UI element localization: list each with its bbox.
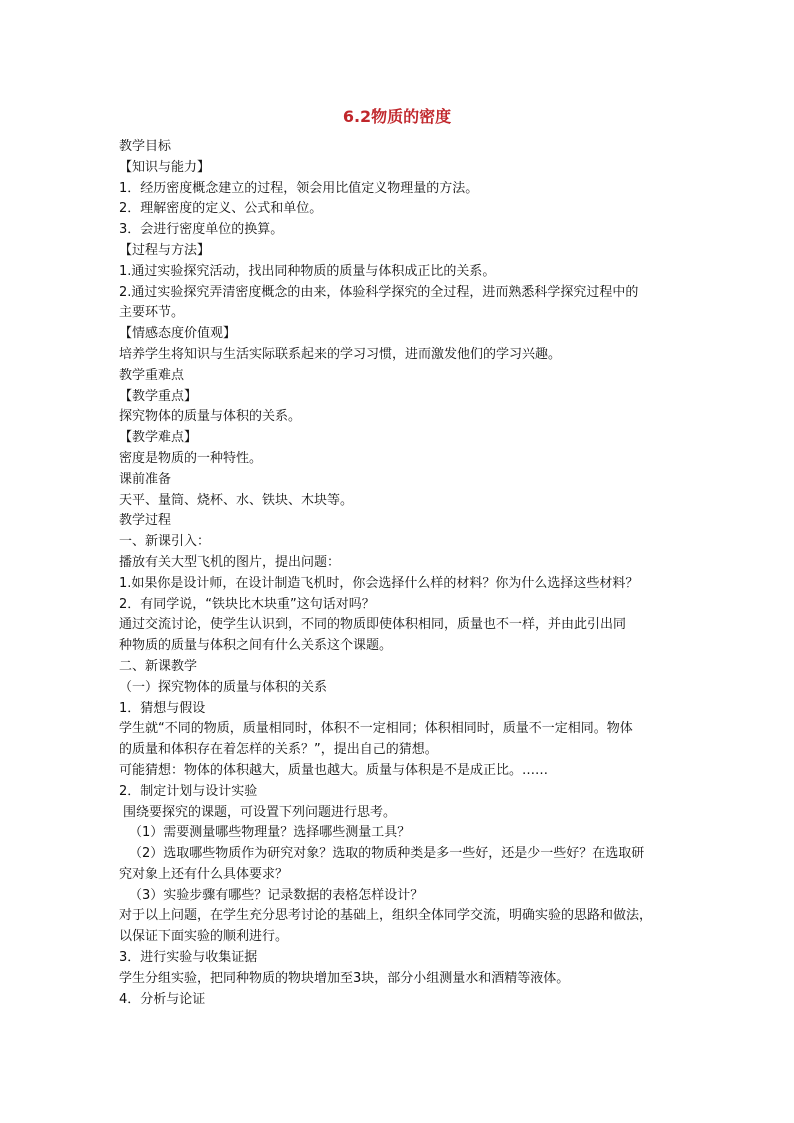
text-line: 对于以上问题，在学生充分思考讨论的基础上，组织全体同学交流，明确实验的思路和做法， <box>119 908 653 924</box>
text-line: 可能猜想：物体的体积越大，质量也越大。质量与体积是不是成正比。…… <box>119 762 549 778</box>
text-line: 播放有关大型飞机的图片，提出问题： <box>119 554 341 570</box>
text-line: 【教学难点】 <box>119 430 198 446</box>
text-line: （1）需要测量哪些物理量？选择哪些测量工具？ <box>129 825 411 841</box>
text-line: 4．分析与论证 <box>119 991 206 1007</box>
text-line: 主要环节。 <box>119 305 185 321</box>
text-line: 探究物体的质量与体积的关系。 <box>119 409 302 425</box>
text-line: 培养学生将知识与生活实际联系起来的学习习惯，进而激发他们的学习兴趣。 <box>119 346 562 362</box>
text-line: （3）实验步骤有哪些？记录数据的表格怎样设计？ <box>129 887 424 903</box>
text-line: 天平、量筒、烧杯、水、铁块、木块等。 <box>119 492 354 508</box>
text-line: 2．有同学说，“铁块比木块重”这句话对吗？ <box>119 596 375 612</box>
text-line: 3．会进行密度单位的换算。 <box>119 222 284 238</box>
text-line: （2）选取哪些物质作为研究对象？选取的物质种类是多一些好，还是少一些好？在选取研 <box>129 846 645 862</box>
text-line: 的质量和体积存在着怎样的关系？”，提出自己的猜想。 <box>119 742 438 758</box>
text-line: 教学目标 <box>119 139 172 154</box>
text-line: 课前准备 <box>119 471 172 487</box>
text-line: （一）探究物体的质量与体积的关系 <box>119 679 328 695</box>
text-line: 【知识与能力】 <box>119 159 211 175</box>
text-line: 究对象上还有什么具体要求？ <box>119 866 289 882</box>
text-line: 1.通过实验探究活动，找出同种物质的质量与体积成正比的关系。 <box>119 263 496 279</box>
text-line: 学生分组实验，把同种物质的物块增加至3块，部分小组测量水和酒精等液体。 <box>119 970 570 986</box>
text-line: 一、新课引入： <box>119 534 211 550</box>
text-line: 教学重难点 <box>119 367 185 383</box>
text-line: 通过交流讨论，使学生认识到，不同的物质即使体积相同，质量也不一样，并由此引出同 <box>119 617 627 633</box>
text-line: 【情感态度价值观】 <box>119 326 237 342</box>
text-line: 2．理解密度的定义、公式和单位。 <box>119 201 323 217</box>
text-line: 学生就“不同的物质，质量相同时，体积不一定相同；体积相同时，质量不一定相同。物体 <box>119 721 633 737</box>
text-line: 2.通过实验探究弄清密度概念的由来，体验科学探究的全过程，进而熟悉科学探究过程中的 <box>119 284 639 300</box>
document-body <box>119 137 679 1010</box>
text-line: 1.如果你是设计师，在设计制造飞机时，你会选择什么样的材料？你为什么选择这些材料？ <box>119 575 639 591</box>
text-line: 1．经历密度概念建立的过程，领会用比值定义物理量的方法。 <box>119 180 479 196</box>
text-line: 【教学重点】 <box>119 388 198 404</box>
text-line: 3．进行实验与收集证据 <box>119 950 258 966</box>
text-line: 密度是物质的一种特性。 <box>119 450 263 466</box>
text-line: 二、新课教学 <box>119 658 198 674</box>
text-line: 以保证下面实验的顺利进行。 <box>119 929 289 945</box>
text-line: 种物质的质量与体积之间有什么关系这个课题。 <box>119 638 393 654</box>
text-line: 教学过程 <box>119 513 172 529</box>
text-line: 【过程与方法】 <box>119 242 211 258</box>
text-line: 1．猜想与假设 <box>119 700 206 716</box>
document-title: 6.2物质的密度 <box>342 107 452 126</box>
text-line: 2．制定计划与设计实验 <box>119 783 258 799</box>
text-line: 围绕要探究的课题，可设置下列问题进行思考。 <box>123 804 397 820</box>
